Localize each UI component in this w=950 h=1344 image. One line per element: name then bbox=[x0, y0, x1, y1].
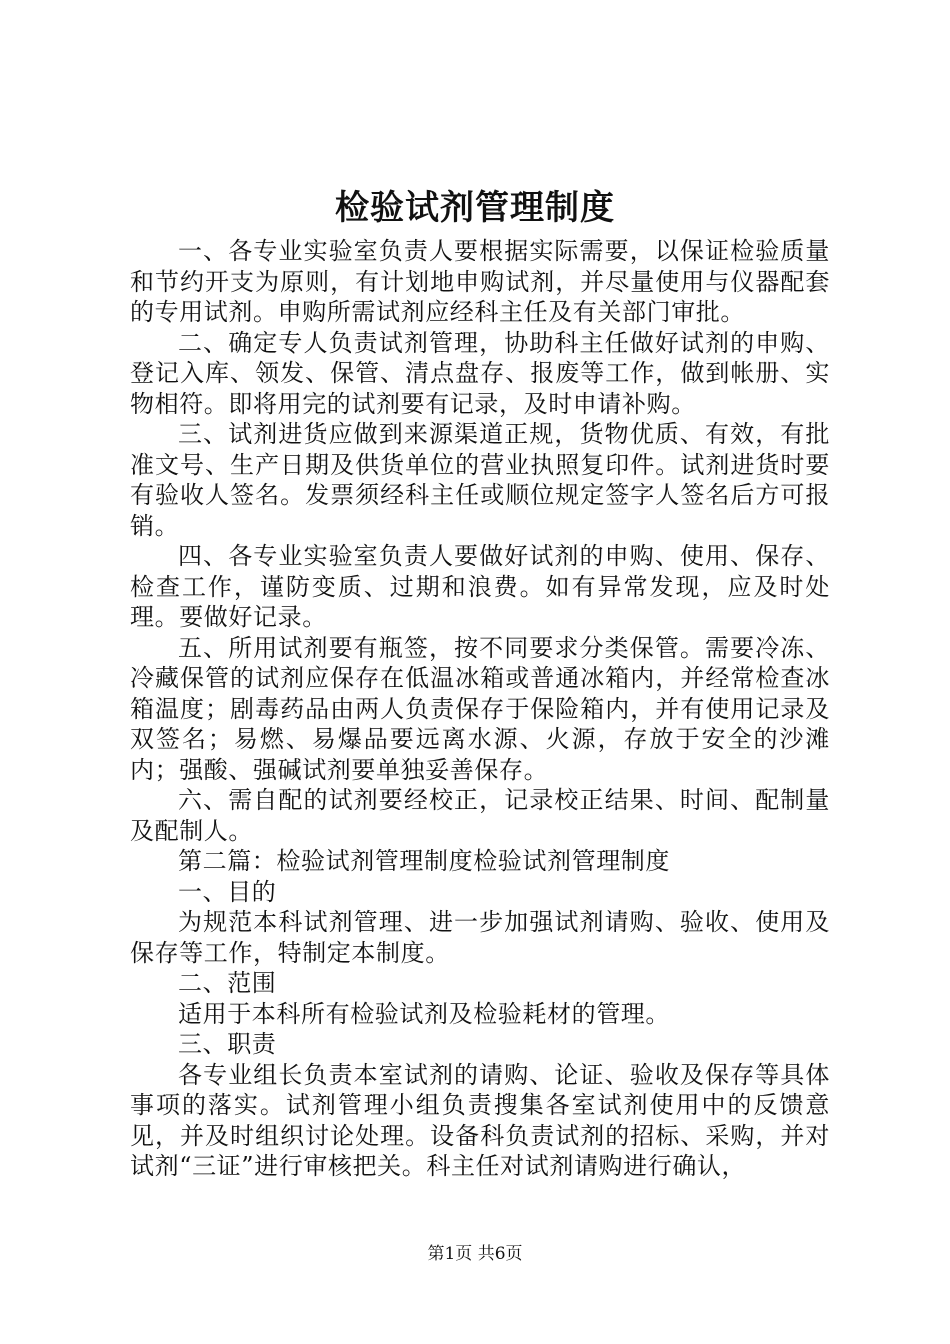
paragraph-6: 六、需自配的试剂要经校正，记录校正结果、时间、配制量及配制人。 bbox=[130, 786, 830, 845]
paragraph-1: 一、各专业实验室负责人要根据实际需要，以保证检验质量和节约开支为原则，有计划地申购试剂，并尽量使用与仪器配套的专用试剂。申购所需试剂应经科主任及有关部门审批。 bbox=[130, 237, 830, 326]
paragraph-duties: 各专业组长负责本室试剂的请购、论证、验收及保存等具体事项的落实。试剂管理小组负责搜集各室试剂使用中的反馈意见，并及时组织讨论处理。设备科负责试剂的招标、采购，并对试剂“三证”进行审核把关。科主任对试剂请购进行确认， bbox=[130, 1060, 830, 1180]
paragraph-4: 四、各专业实验室负责人要做好试剂的申购、使用、保存、检查工作，谨防变质、过期和浪费。如有异常发现，应及时处理。要做好记录。 bbox=[130, 542, 830, 631]
paragraph-3: 三、试剂进货应做到来源渠道正规，货物优质、有效，有批准文号、生产日期及供货单位的营业执照复印件。试剂进货时要有验收人签名。发票须经科主任或顺位规定签字人签名后方可报销。 bbox=[130, 420, 830, 540]
section-heading-part-two: 第二篇：检验试剂管理制度检验试剂管理制度 bbox=[178, 847, 670, 875]
document-body bbox=[130, 236, 830, 1182]
page-number: 第1页 共6页 bbox=[427, 1244, 523, 1264]
paragraph-purpose: 为规范本科试剂管理、进一步加强试剂请购、验收、使用及保存等工作，特制定本制度。 bbox=[130, 908, 830, 967]
section-heading-purpose: 一、目的 bbox=[178, 877, 277, 906]
paragraph-5: 五、所用试剂要有瓶签，按不同要求分类保管。需要冷冻、冷藏保管的试剂应保存在低温冰箱或普通冰箱内，并经常检查冰箱温度；剧毒药品由两人负责保存于保险箱内，并有使用记录及双签名；易燃、易爆品要远离水源、火源，存放于安全的沙滩内；强酸、强碱试剂要单独妥善保存。 bbox=[130, 633, 830, 784]
paragraph-scope: 适用于本科所有检验试剂及检验耗材的管理。 bbox=[178, 999, 670, 1028]
section-heading-duties: 三、职责 bbox=[178, 1030, 277, 1058]
document-title: 检验试剂管理制度 bbox=[335, 188, 615, 228]
section-heading-scope: 二、范围 bbox=[178, 969, 277, 997]
paragraph-2: 二、确定专人负责试剂管理，协助科主任做好试剂的申购、登记入库、领发、保管、清点盘存、报废等工作，做到帐册、实物相符。即将用完的试剂要有记录，及时申请补购。 bbox=[130, 328, 830, 418]
